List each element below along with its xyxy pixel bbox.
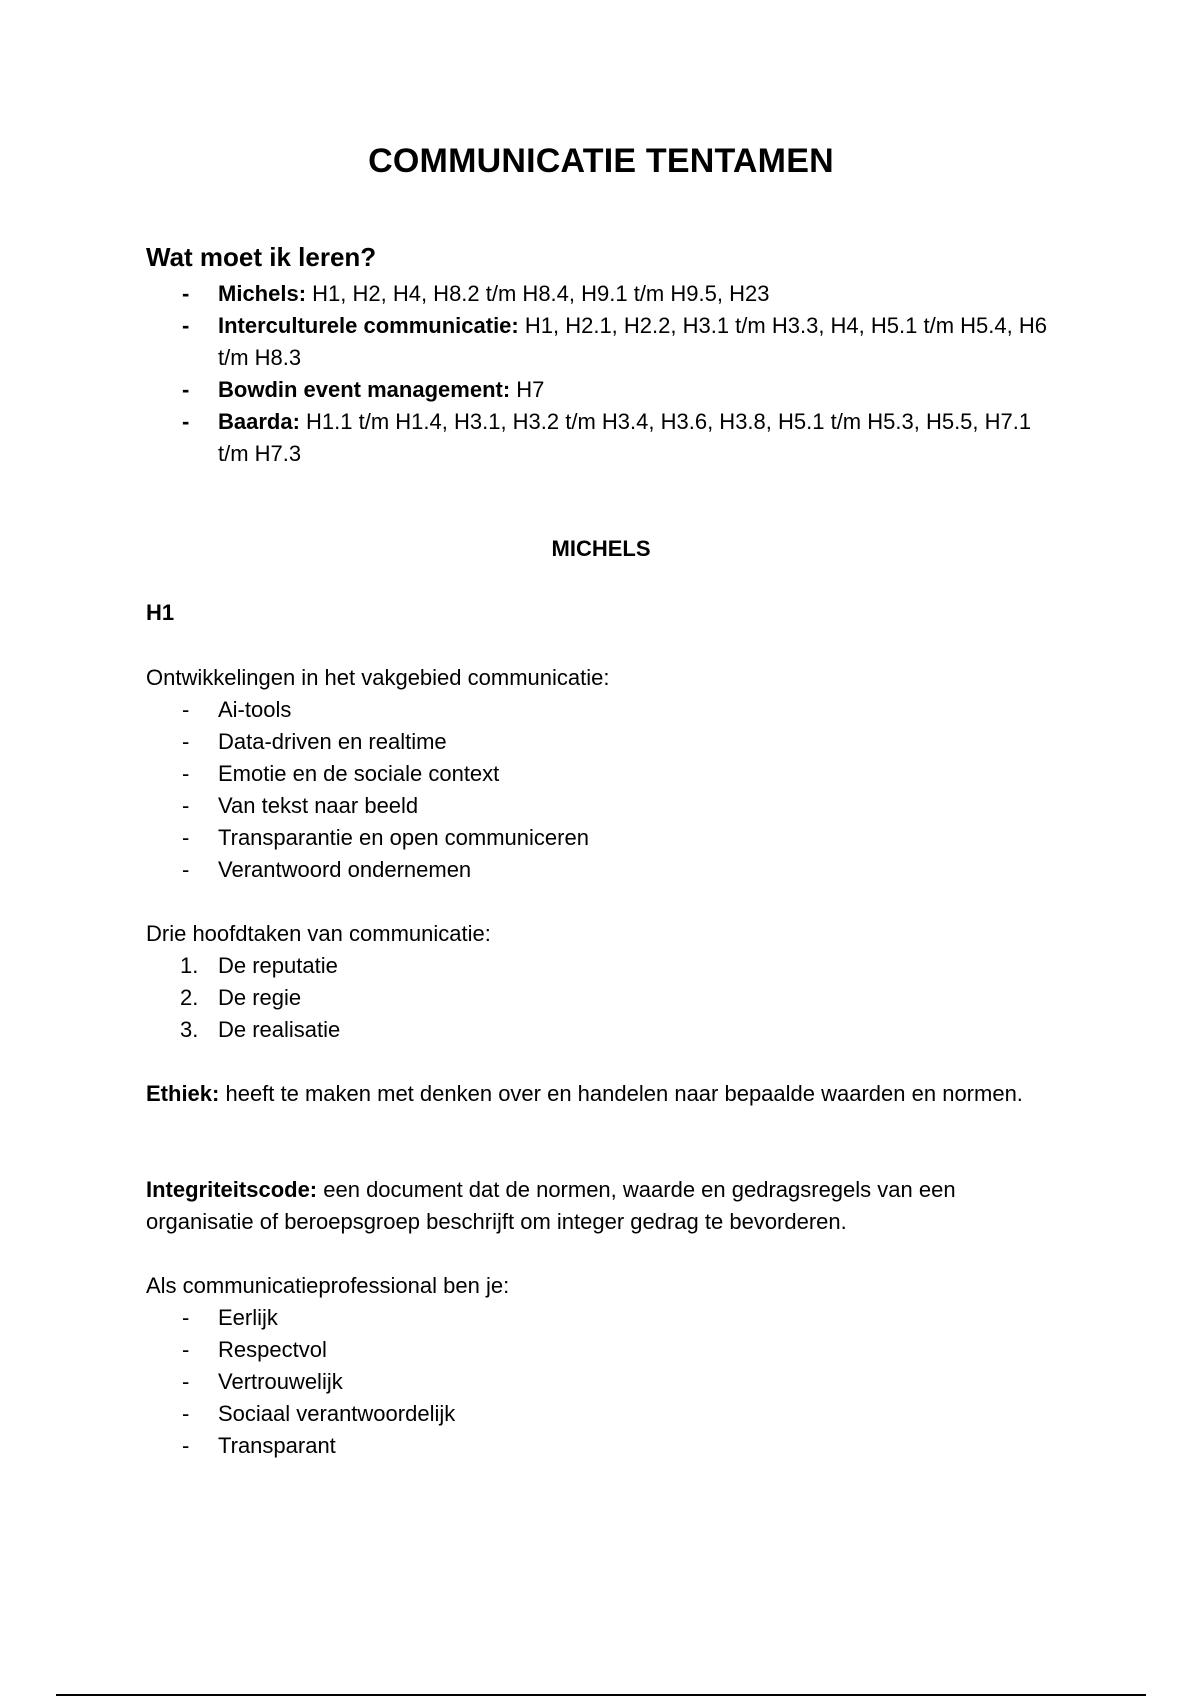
list-item: [146, 278, 1066, 310]
professional-block: [146, 1270, 1066, 1462]
definition-text: een document dat de normen, waarde en gedragsregels van een organisatie of beroepsgroep beschrijft om integer gedrag te bevorderen.: [146, 1177, 956, 1234]
list-item: [146, 822, 1066, 854]
list-item-text: Sociaal verantwoordelijk: [218, 1401, 456, 1426]
list-item: [146, 1398, 1066, 1430]
list-item-text: Vertrouwelijk: [218, 1369, 343, 1394]
developments-block: [146, 662, 1066, 886]
list-item-text: Emotie en de sociale context: [218, 761, 500, 786]
list-number: 1.: [180, 953, 199, 978]
definition-text: heeft te maken met denken over en handelen naar bepaalde waarden en normen.: [219, 1081, 1023, 1106]
list-item-text: Respectvol: [218, 1337, 327, 1362]
ethics-definition: [146, 1078, 1066, 1110]
main-tasks-list: [146, 950, 1066, 1046]
chapter-heading: MICHELS: [551, 536, 651, 561]
bullet-dash: -: [182, 1433, 190, 1458]
bullet-dash: -: [182, 313, 190, 338]
bullet-dash: -: [182, 761, 190, 786]
main-tasks-intro: Drie hoofdtaken van communicatie:: [146, 921, 491, 946]
bullet-dash: -: [182, 729, 190, 754]
bullet-dash: -: [182, 857, 190, 882]
bullet-dash: -: [182, 697, 190, 722]
list-item: [146, 310, 1066, 374]
list-item: [146, 1302, 1066, 1334]
list-item: [146, 1430, 1066, 1462]
list-item: [146, 790, 1066, 822]
definition-paragraph: [146, 1174, 1066, 1238]
list-item: [146, 950, 1066, 982]
list-item-text: De regie: [218, 985, 302, 1010]
bullet-dash: -: [182, 793, 190, 818]
bullet-dash: -: [182, 1369, 190, 1394]
list-item: [146, 694, 1066, 726]
study-item-term: Michels:: [218, 281, 307, 306]
list-item: [146, 726, 1066, 758]
list-item: [146, 758, 1066, 790]
sub-heading: H1: [146, 600, 175, 625]
list-item-text: Transparantie en open communiceren: [218, 825, 589, 850]
definition-term: Ethiek:: [146, 1081, 220, 1106]
list-item-text: De realisatie: [218, 1017, 341, 1042]
study-list: [146, 278, 1066, 470]
list-item-text: Eerlijk: [218, 1305, 278, 1330]
document-title: COMMUNICATIE TENTAMEN: [368, 142, 834, 180]
list-number: 2.: [180, 985, 199, 1010]
professional-list: [146, 1302, 1066, 1462]
page-bottom-rule: [56, 1694, 1146, 1696]
list-item: [146, 1334, 1066, 1366]
list-item-text: Data-driven en realtime: [218, 729, 447, 754]
list-item-text: Van tekst naar beeld: [218, 793, 419, 818]
list-item: [146, 1366, 1066, 1398]
bullet-dash: -: [182, 1401, 190, 1426]
main-tasks-block: [146, 918, 1066, 1046]
bullet-dash: -: [182, 281, 190, 306]
study-item-term: Bowdin event management:: [218, 377, 511, 402]
list-item-text: Ai-tools: [218, 697, 292, 722]
integrity-definition: [146, 1174, 1066, 1238]
developments-intro: Ontwikkelingen in het vakgebied communicatie:: [146, 665, 610, 690]
list-item-text: Transparant: [218, 1433, 336, 1458]
study-item-term: Interculturele communicatie:: [218, 313, 519, 338]
definition-term: Integriteitscode:: [146, 1177, 318, 1202]
study-item-term: Baarda:: [218, 409, 300, 434]
list-item: [146, 1014, 1066, 1046]
bullet-dash: -: [182, 825, 190, 850]
list-number: 3.: [180, 1017, 199, 1042]
list-item-text: Verantwoord ondernemen: [218, 857, 472, 882]
study-item-text: H1, H2, H4, H8.2 t/m H8.4, H9.1 t/m H9.5, H23: [306, 281, 770, 306]
list-item: [146, 982, 1066, 1014]
professional-intro: Als communicatieprofessional ben je:: [146, 1273, 510, 1298]
study-section-heading: Wat moet ik leren?: [146, 242, 377, 272]
definition-paragraph: [146, 1078, 1066, 1110]
list-item: [146, 406, 1066, 470]
study-item-text: H7: [510, 377, 545, 402]
bullet-dash: -: [182, 1337, 190, 1362]
bullet-dash: -: [182, 377, 190, 402]
list-item: [146, 854, 1066, 886]
list-item: [146, 374, 1066, 406]
study-item-text: H1, H2.1, H2.2, H3.1 t/m H3.3, H4, H5.1 t/m H5.4, H6 t/m H8.3: [218, 313, 1047, 370]
bullet-dash: -: [182, 1305, 190, 1330]
list-item-text: De reputatie: [218, 953, 338, 978]
bullet-dash: -: [182, 409, 190, 434]
study-item-text: H1.1 t/m H1.4, H3.1, H3.2 t/m H3.4, H3.6, H3.8, H5.1 t/m H5.3, H5.5, H7.1 t/m H7.3: [218, 409, 1032, 466]
developments-list: [146, 694, 1066, 886]
